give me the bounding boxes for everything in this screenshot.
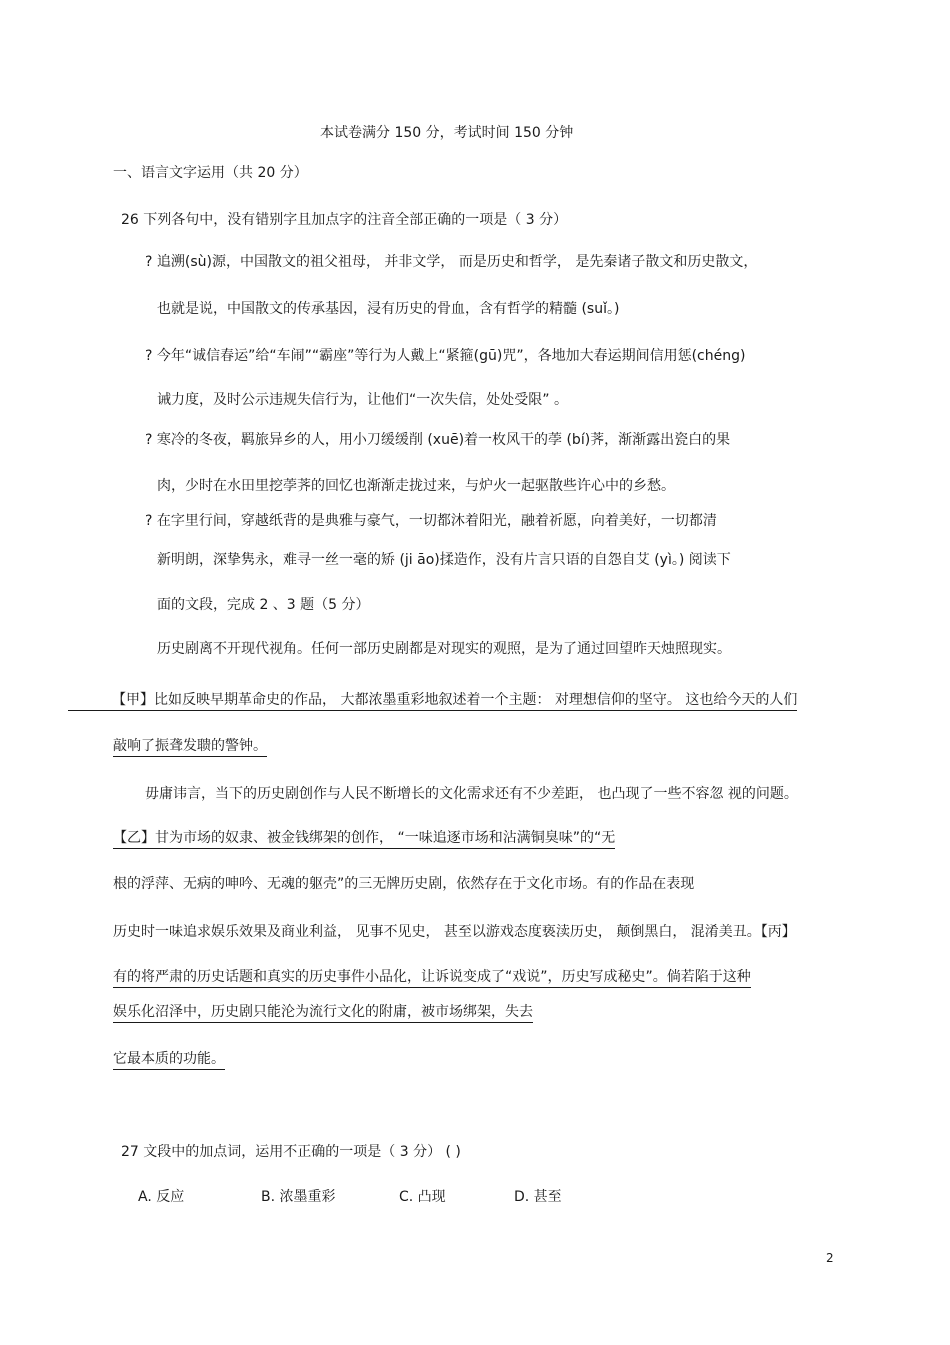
option-b-line-2: 诫力度，及时公示违规失信行为，让他们“一次失信，处处受限” 。 (157, 392, 568, 408)
option-c-line-2: 肉，少时在水田里挖荸荠的回忆也渐渐走拢过来，与炉火一起驱散些许心中的乡愁。 (157, 478, 675, 494)
passage-paragraph-1: 历史剧离不开现代视角。任何一部历史剧都是对现实的观照，是为了通过回望昨天烛照现实。 (157, 641, 731, 657)
passage-jia-line-1: 【甲】比如反映早期革命史的作品， 大都浓墨重彩地叙述着一个主题： 对理想信仰的坚守。 这也给今天的人们 (68, 691, 797, 711)
question-27-option-d: D. 甚至 (514, 1189, 562, 1205)
passage-bing-line-1: 有的将严肃的历史话题和真实的历史事件小品化，让诉说变成了“戏说”，历史写成秘史”。倘若陷于这种 (113, 968, 751, 988)
option-b-line-1: ? 今年“诚信春运”给“车闹”“霸座”等行为人戴上“紧箍(gū)咒”，各地加大春运期间信用惩(chéng) (145, 348, 746, 364)
option-c-line-1: ? 寒冷的冬夜，羁旅异乡的人，用小刀缓缓削 (xuē)着一枚风干的荸 (bí)荠，渐渐露出瓷白的果 (145, 432, 731, 448)
question-27-option-a: A. 反应 (138, 1189, 185, 1205)
reading-instruction: 面的文段，完成 2 、3 题（5 分） (157, 597, 370, 613)
passage-yi-line-2: 根的浮萍、无病的呻吟、无魂的躯壳”的三无牌历史剧，依然存在于文化市场。有的作品在表现 (113, 876, 695, 892)
question-27-option-b: B. 浓墨重彩 (261, 1189, 336, 1205)
question-27-option-c: C. 凸现 (399, 1189, 446, 1205)
option-a-line-2: 也就是说，中国散文的传承基因，浸有历史的骨血，含有哲学的精髓 (suǐ。) (157, 301, 620, 317)
page-number: 2 (826, 1251, 834, 1265)
section-heading: 一、语言文字运用（共 20 分） (113, 165, 308, 181)
option-d-line-2: 新明朗，深挚隽永，难寻一丝一毫的矫 (ji āo)揉造作，没有片言只语的自怨自艾 (yì。) 阅读下 (157, 552, 731, 568)
passage-paragraph-3-line-4: 历史时一味追求娱乐效果及商业利益， 见事不见史， 甚至以游戏态度亵渎历史， 颠倒黑白， 混淆美丑。【丙】 (113, 924, 796, 940)
passage-jia-line-2: 敲响了振聋发聩的警钟。 (113, 737, 267, 757)
passage-yi-line-1: 【乙】甘为市场的奴隶、被金钱绑架的创作， “一味追逐市场和沾满铜臭味”的“无 (113, 829, 615, 849)
passage-bing-line-2: 娱乐化沼泽中，历史剧只能沦为流行文化的附庸，被市场绑架，失去 (113, 1003, 533, 1023)
option-a-line-1: ? 追溯(sù)源，中国散文的祖父祖母， 并非文学， 而是历史和哲学， 是先秦诸子散文和历史散文， (145, 254, 758, 270)
passage-bing-line-3: 它最本质的功能。 (113, 1050, 225, 1070)
question-27-stem: 27 文段中的加点词，运用不正确的一项是（ 3 分） ( ) (121, 1144, 461, 1160)
question-26-stem: 26 下列各句中，没有错别字且加点字的注音全部正确的一项是（ 3 分） (121, 212, 568, 228)
exam-info-header: 本试卷满分 150 分，考试时间 150 分钟 (320, 125, 574, 141)
option-d-line-1: ? 在字里行间，穿越纸背的是典雅与豪气，一切都沐着阳光，融着祈愿，向着美好，一切都清 (145, 513, 717, 529)
passage-paragraph-3-line-1: 毋庸讳言，当下的历史剧创作与人民不断增长的文化需求还有不少差距， 也凸现了一些不容忽 视的问题。 (145, 786, 798, 802)
